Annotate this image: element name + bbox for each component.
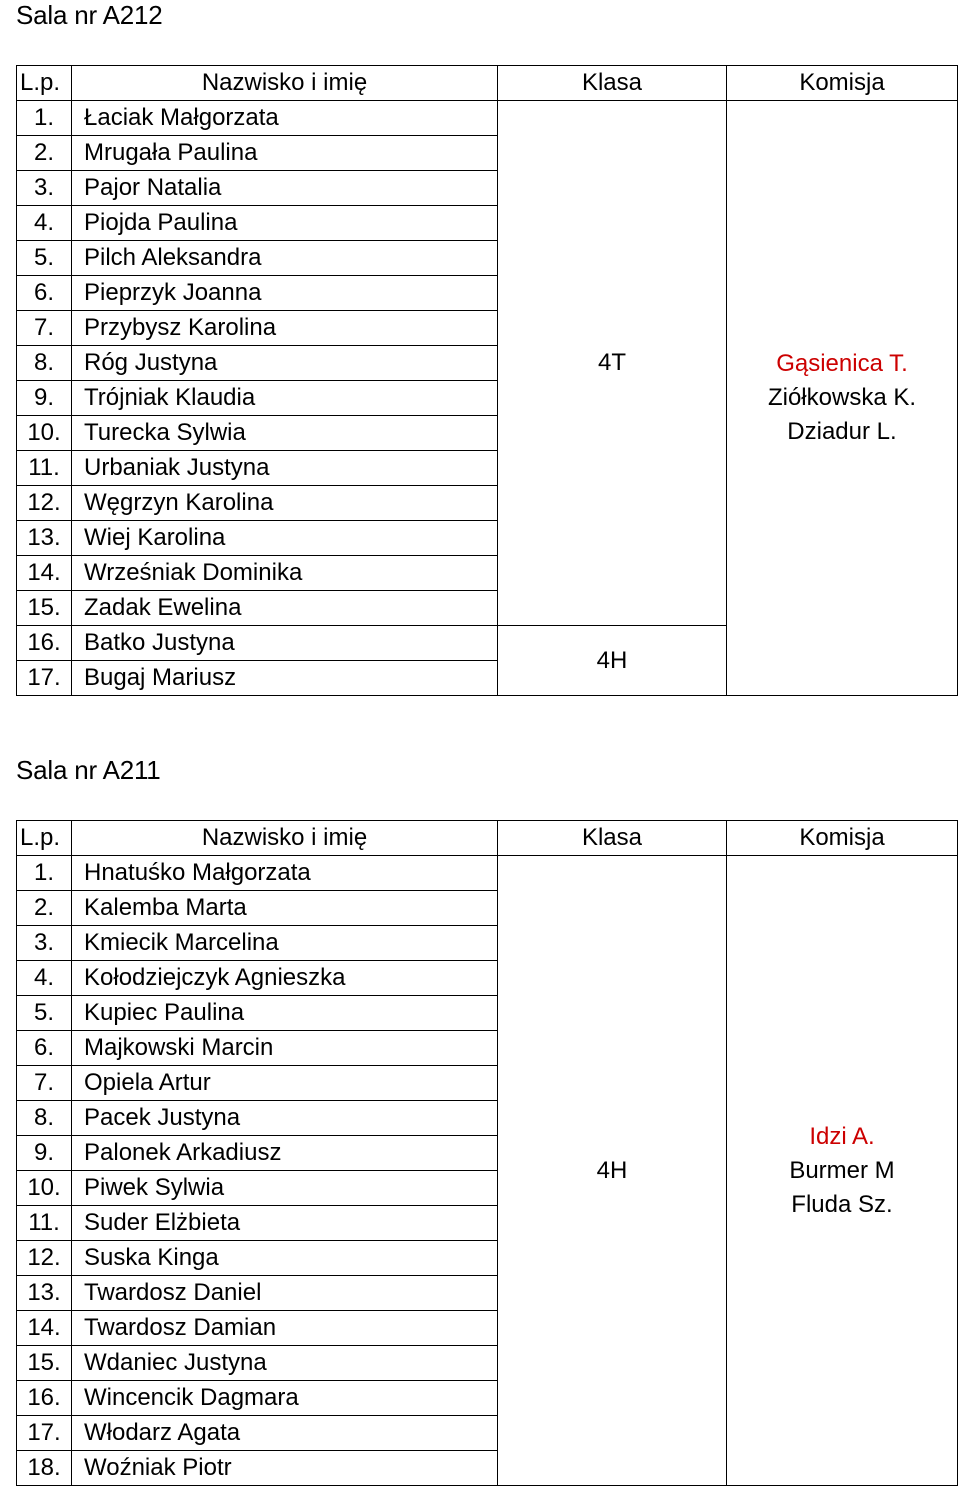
row-number: 16. (17, 1381, 72, 1416)
student-name: Wdaniec Justyna (72, 1346, 498, 1381)
commission-member: Fluda Sz. (791, 1190, 893, 1218)
commission-member: Burmer M (789, 1156, 895, 1184)
student-name: Kmiecik Marcelina (72, 926, 498, 961)
student-name: Suder Elżbieta (72, 1206, 498, 1241)
header-klasa: Klasa (498, 821, 727, 856)
student-name: Trójniak Klaudia (72, 381, 498, 416)
student-name: Pilch Aleksandra (72, 241, 498, 276)
row-number: 1. (17, 856, 72, 891)
student-name: Przybysz Karolina (72, 311, 498, 346)
student-name: Palonek Arkadiusz (72, 1136, 498, 1171)
roster-body (17, 856, 958, 1486)
header-lp: L.p. (17, 66, 72, 101)
table-row (17, 856, 958, 891)
row-number: 11. (17, 1206, 72, 1241)
row-number: 4. (17, 206, 72, 241)
row-number: 12. (17, 1241, 72, 1276)
row-number: 1. (17, 101, 72, 136)
roster-table-a211 (16, 820, 958, 1486)
table-row (17, 101, 958, 136)
row-number: 18. (17, 1451, 72, 1486)
row-number: 8. (17, 346, 72, 381)
row-number: 10. (17, 1171, 72, 1206)
row-number: 16. (17, 626, 72, 661)
student-name: Piwek Sylwia (72, 1171, 498, 1206)
row-number: 6. (17, 1031, 72, 1066)
header-komisja: Komisja (727, 821, 958, 856)
header-row (17, 66, 958, 101)
student-name: Batko Justyna (72, 626, 498, 661)
row-number: 7. (17, 1066, 72, 1101)
row-number: 6. (17, 276, 72, 311)
row-number: 15. (17, 1346, 72, 1381)
header-komisja: Komisja (727, 66, 958, 101)
student-name: Twardosz Daniel (72, 1276, 498, 1311)
student-name: Róg Justyna (72, 346, 498, 381)
row-number: 3. (17, 926, 72, 961)
row-number: 13. (17, 1276, 72, 1311)
row-number: 10. (17, 416, 72, 451)
student-name: Twardosz Damian (72, 1311, 498, 1346)
commission-member: Gąsienica T. (776, 350, 908, 377)
student-name: Mrugała Paulina (72, 136, 498, 171)
row-number: 3. (17, 171, 72, 206)
student-name: Kalemba Marta (72, 891, 498, 926)
header-row (17, 821, 958, 856)
student-name: Kołodziejczyk Agnieszka (72, 961, 498, 996)
row-number: 14. (17, 1311, 72, 1346)
class-cell: 4T (498, 101, 727, 626)
student-name: Wincencik Dagmara (72, 1381, 498, 1416)
commission-member: Ziółkowska K. (767, 384, 917, 411)
row-number: 9. (17, 1136, 72, 1171)
row-number: 8. (17, 1101, 72, 1136)
student-name: Opiela Artur (72, 1066, 498, 1101)
commission-member: Idzi A. (809, 1122, 875, 1150)
student-name: Suska Kinga (72, 1241, 498, 1276)
row-number: 2. (17, 891, 72, 926)
student-name: Turecka Sylwia (72, 416, 498, 451)
student-name: Wrześniak Dominika (72, 556, 498, 591)
commission-cell (727, 856, 958, 1486)
row-number: 9. (17, 381, 72, 416)
roster-table-a212 (16, 65, 958, 696)
student-name: Piojda Paulina (72, 206, 498, 241)
student-name: Zadak Ewelina (72, 591, 498, 626)
student-name: Urbaniak Justyna (72, 451, 498, 486)
student-name: Węgrzyn Karolina (72, 486, 498, 521)
student-name: Łaciak Małgorzata (72, 101, 498, 136)
header-name: Nazwisko i imię (72, 821, 498, 856)
row-number: 14. (17, 556, 72, 591)
row-number: 5. (17, 996, 72, 1031)
row-number: 17. (17, 661, 72, 696)
student-name: Majkowski Marcin (72, 1031, 498, 1066)
student-name: Wiej Karolina (72, 521, 498, 556)
class-cell: 4H (498, 856, 727, 1486)
commission-member: Dziadur L. (787, 418, 897, 445)
header-klasa: Klasa (498, 66, 727, 101)
roster-body (17, 101, 958, 696)
row-number: 2. (17, 136, 72, 171)
student-name: Pacek Justyna (72, 1101, 498, 1136)
student-name: Bugaj Mariusz (72, 661, 498, 696)
student-name: Woźniak Piotr (72, 1451, 498, 1486)
class-cell: 4H (498, 626, 727, 696)
row-number: 12. (17, 486, 72, 521)
row-number: 17. (17, 1416, 72, 1451)
row-number: 4. (17, 961, 72, 996)
header-lp: L.p. (17, 821, 72, 856)
student-name: Włodarz Agata (72, 1416, 498, 1451)
student-name: Pajor Natalia (72, 171, 498, 206)
row-number: 15. (17, 591, 72, 626)
row-number: 11. (17, 451, 72, 486)
room-title-a211: Sala nr A211 (16, 755, 161, 785)
commission-cell (727, 101, 958, 696)
row-number: 13. (17, 521, 72, 556)
student-name: Hnatuśko Małgorzata (72, 856, 498, 891)
row-number: 7. (17, 311, 72, 346)
student-name: Pieprzyk Joanna (72, 276, 498, 311)
row-number: 5. (17, 241, 72, 276)
room-title-a212: Sala nr A212 (16, 0, 163, 30)
student-name: Kupiec Paulina (72, 996, 498, 1031)
header-name: Nazwisko i imię (72, 66, 498, 101)
